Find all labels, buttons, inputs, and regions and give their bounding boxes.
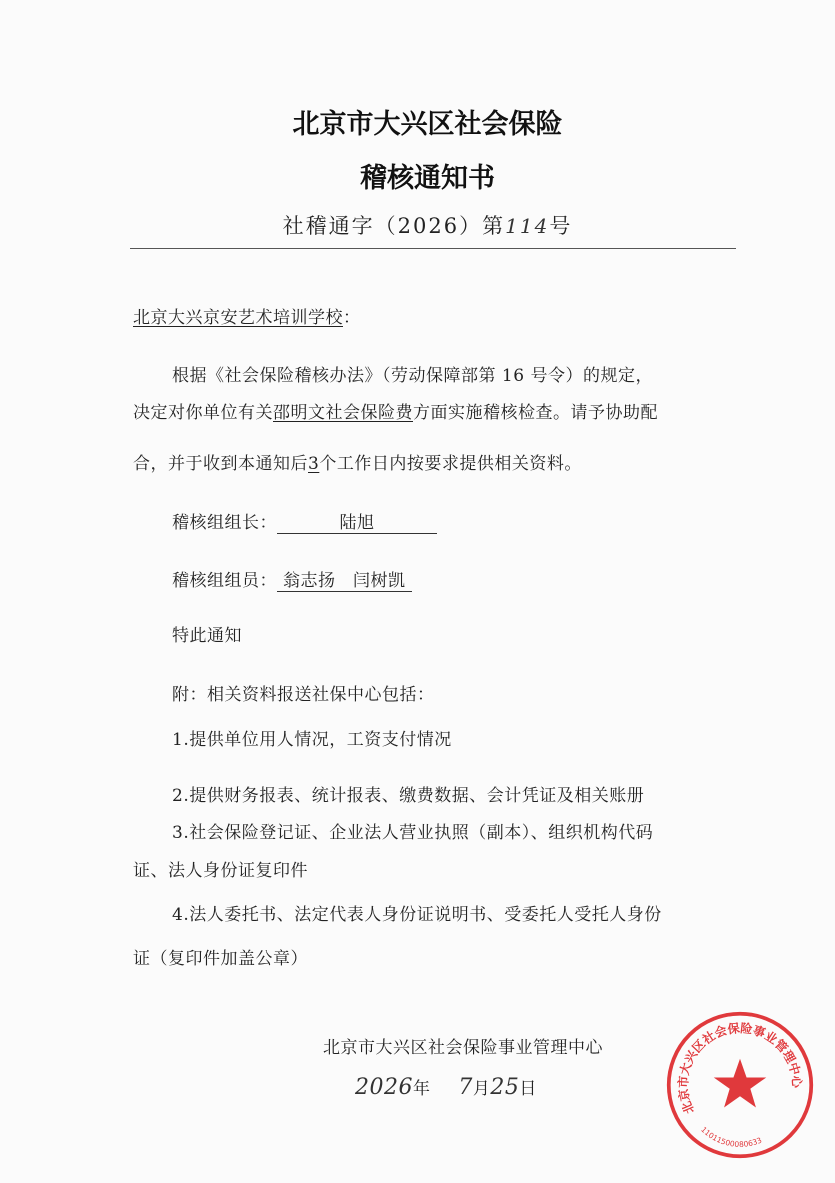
seal-code: 11011500080633 [699,1124,764,1149]
leader-name: 陆旭 [277,508,437,534]
p2-text-end: 方面实施稽核检查。请予协助配 [413,403,658,423]
attachment-item-cont: 证、法人身份证复印件 [133,861,308,881]
addressee [133,303,361,328]
attachment-item: 4.法人委托书、法定代表人身份证说明书、受委托人受托人身份 [172,905,662,925]
paragraph-line-2 [133,398,658,423]
working-days: 3 [308,454,320,474]
attachment-title: 附：相关资料报送社保中心包括： [172,685,435,705]
year-label: 年 [413,1079,431,1099]
members-row [172,566,412,592]
document-number [0,210,835,240]
day-handwritten: 25 [490,1075,520,1100]
paragraph-line-3 [133,449,582,474]
attachment-item-cont: 证（复印件加盖公章） [133,949,308,969]
addressee-colon: ： [343,308,361,328]
issuer: 北京市大兴区社会保险事业管理中心 [323,1038,603,1058]
doc-number-handwritten: 114 [505,214,550,238]
p3-text-end: 个工作日内按要求提供相关资料。 [319,454,582,474]
year-handwritten: 2026 [355,1075,413,1100]
doc-number-prefix: 社稽通字（2026）第 [282,214,506,238]
title-line-1: 北京市大兴区社会保险 [292,109,563,140]
leader-label: 稽核组组长： [172,513,277,533]
p2-text: 决定对你单位有关 [133,403,273,423]
official-seal [665,1010,815,1160]
paragraph-line-1: 根据《社会保险稽核办法》（劳动保障部第 16 号令）的规定， [172,366,653,386]
addressee-name: 北京大兴京安艺术培训学校 [133,308,343,328]
month-label: 月 [472,1079,491,1099]
leader-row [172,508,437,534]
title-line-2: 稽核通知书 [360,163,495,194]
header-divider [130,248,736,249]
attachment-item: 2.提供财务报表、统计报表、缴费数据、会计凭证及相关账册 [172,786,645,806]
members-names: 翁志扬 闫树凯 [277,566,412,592]
star-icon [714,1059,767,1108]
members-label: 稽核组组员： [172,571,277,591]
month-handwritten: 7 [458,1075,473,1100]
p3-text: 合，并于收到本通知后 [133,454,308,474]
issue-date [355,1074,537,1100]
attachment-item: 3.社会保险登记证、企业法人营业执照（副本）、组织机构代码 [172,823,654,843]
doc-number-suffix: 号 [549,214,573,238]
notice-text: 特此通知 [172,626,242,646]
day-label: 日 [519,1079,537,1099]
audit-subject: 邵明文社会保险费 [273,403,413,423]
attachment-item: 1.提供单位用人情况，工资支付情况 [172,730,452,750]
seal-text: 北京市大兴区社会保险事业管理中心 [676,1021,804,1116]
